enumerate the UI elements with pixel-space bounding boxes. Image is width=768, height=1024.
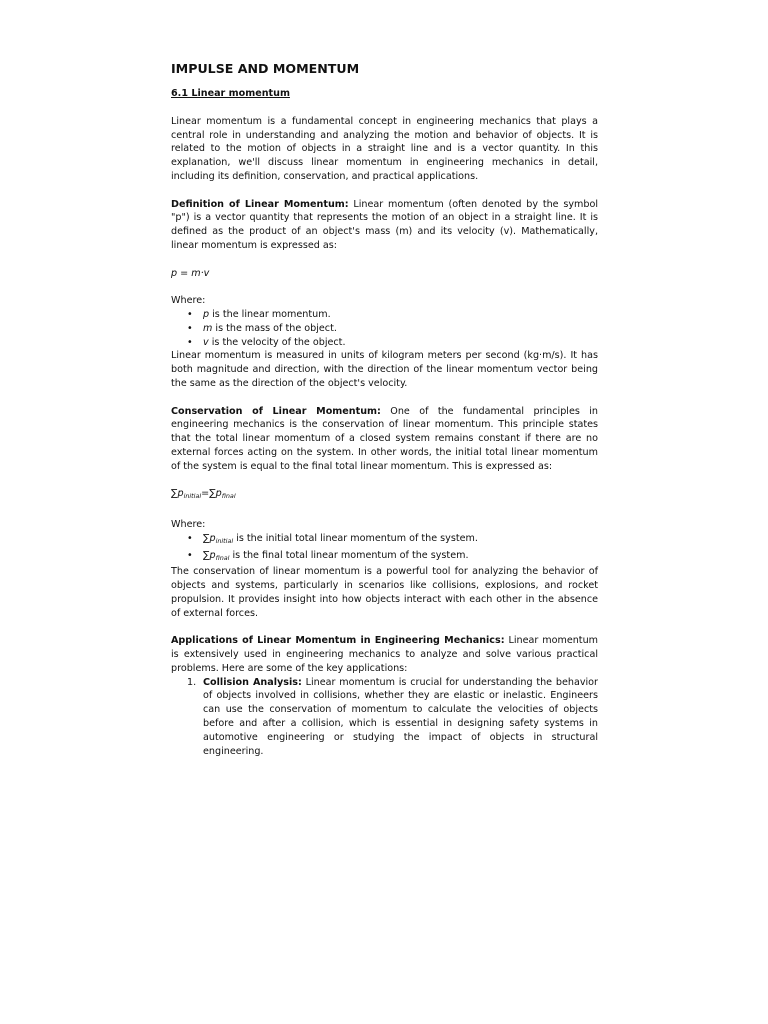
item-text: Linear momentum is crucial for understanding the behavior of objects involved in collisions, whether they are elastic or inelastic. Engineers can use the conservation of momentum to calculate the velocities of objects before and after a collision, which is essential in designing safety systems in automotive engineering or studying the impact of objects in structural engineering. <box>203 676 598 757</box>
conservation-heading: Conservation of Linear Momentum: <box>171 405 381 417</box>
list-item <box>171 676 598 759</box>
document-page <box>171 61 598 758</box>
applications-paragraph <box>171 634 598 675</box>
applications-heading: Applications of Linear Momentum in Engineering Mechanics: <box>171 635 505 647</box>
list-item: • $\sum p_{final}$ is the final total linear momentum of the system. <box>171 549 598 566</box>
bullet-text: is the velocity of the object. <box>208 336 346 348</box>
intro-paragraph: Linear momentum is a fundamental concept in engineering mechanics that plays a central role in understanding and analyzing the motion and behavior of objects. It is related to the motion of objects in a straight line and is a vector quantity. In this explanation, we'll discuss linear momentum in engineering mechanics in detail, including its definition, conservation, and practical applications. <box>171 115 598 182</box>
definition-paragraph <box>171 198 598 253</box>
momentum-formula: p = m·v <box>171 267 210 279</box>
list-item <box>171 308 598 322</box>
bullet-text: is the initial total linear momentum of the system. <box>233 532 478 544</box>
applications-text: Linear momentum is extensively used in engineering mechanics to analyze and solve various practical problems. Here are some of the key applications: <box>171 635 598 674</box>
bullet-text: is the mass of the object. <box>212 322 337 334</box>
section-heading: 6.1 Linear momentum <box>171 88 290 99</box>
conservation-after-paragraph: The conservation of linear momentum is a powerful tool for analyzing the behavior of objects and systems, particularly in scenarios like collisions, explosions, and rocket propulsion. It provides insight into how objects interact with each other in the absence of external forces. <box>171 566 598 619</box>
units-paragraph: Linear momentum is measured in units of kilogram meters per second (kg·m/s). It has both magnitude and direction, with the direction of the linear momentum vector being the same as the direction of the object's velocity. <box>171 350 598 389</box>
list-item: • $\sum p_{initial}$ is the initial total linear momentum of the system. <box>171 532 598 549</box>
item-label: Collision Analysis: <box>203 676 302 688</box>
definition-where: Where: <box>171 295 206 307</box>
conservation-text: One of the fundamental principles in engineering mechanics is the conservation of linear momentum. This principle states that the total linear momentum of a closed system remains constant if there are no external forces acting on the system. In other words, the initial total linear momentum of the system is equal to the final total linear momentum. This is expressed as: <box>171 405 598 472</box>
bullet-symbol: m <box>203 322 213 334</box>
conservation-where: Where: <box>171 518 206 530</box>
bullet-text: is the linear momentum. <box>209 308 331 320</box>
definition-heading: Definition of Linear Momentum: <box>171 198 349 210</box>
conservation-formula: $\sum p_{initial}=\sum p_{final}$ <box>171 488 236 501</box>
bullet-symbol: p <box>203 308 210 320</box>
definition-bullet-list <box>171 308 598 349</box>
list-item <box>171 336 598 350</box>
document-title: IMPULSE AND MOMENTUM <box>171 61 360 76</box>
item-number: 1. <box>187 676 197 688</box>
applications-list <box>171 676 598 759</box>
bullet-symbol: v <box>203 336 209 348</box>
bullet-text: is the final total linear momentum of the system. <box>229 549 469 561</box>
conservation-bullet-list <box>171 532 598 566</box>
definition-text: Linear momentum (often denoted by the symbol "p") is a vector quantity that represents the motion of an object in a straight line. It is defined as the product of an object's mass (m) and its velocity (v). Mathematically, linear momentum is expressed as: <box>171 198 598 251</box>
list-item <box>171 322 598 336</box>
conservation-paragraph <box>171 405 598 474</box>
